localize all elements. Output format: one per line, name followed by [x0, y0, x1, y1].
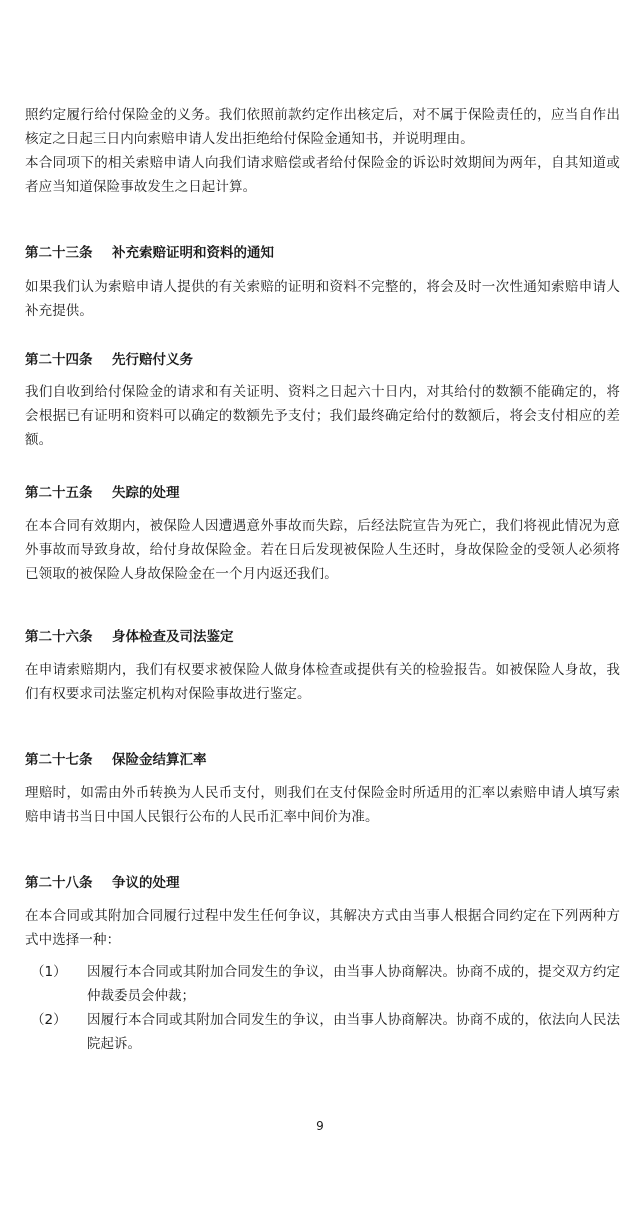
article-25-body: 在本合同有效期内，被保险人因遭遇意外事故而失踪，后经法院宣告为死亡，我们将视此情况为意外事故而导致身故，给付身故保险金。若在日后发现被保险人生还时，身故保险金的受领人必须将已领取的被保险人身故保险金在一个月内返还我们。	[25, 518, 620, 582]
article-23-number: 第二十三条	[25, 245, 93, 261]
article-28-body: 在本合同或其附加合同履行过程中发生任何争议，其解决方式由当事人根据合同约定在下列两种方式中选择一种：	[25, 908, 620, 948]
list-item-text: 因履行本合同或其附加合同发生的争议，由当事人协商解决。协商不成的，提交双方约定仲裁委员会仲裁；	[87, 964, 620, 1004]
article-27-body: 理赔时，如需由外币转换为人民币支付，则我们在支付保险金时所适用的汇率以索赔申请人填写索赔申请书当日中国人民银行公布的人民币汇率中间价为准。	[25, 785, 620, 825]
paragraph-limitation-period: 本合同项下的相关索赔申请人向我们请求赔偿或者给付保险金的诉讼时效期间为两年，自其知道或者应当知道保险事故发生之日起计算。	[25, 155, 620, 195]
article-25-heading	[25, 482, 620, 504]
list-item-text: 因履行本合同或其附加合同发生的争议，由当事人协商解决。协商不成的，依法向人民法院起诉。	[87, 1012, 620, 1052]
article-28-number: 第二十八条	[25, 875, 93, 891]
article-27-heading	[25, 749, 620, 771]
article-23-title: 补充索赔证明和资料的通知	[112, 245, 274, 261]
list-item-marker: （1）	[31, 964, 67, 980]
article-27-title: 保险金结算汇率	[112, 752, 207, 768]
article-24-title: 先行赔付义务	[112, 352, 193, 368]
article-27-number: 第二十七条	[25, 752, 93, 768]
article-26-number: 第二十六条	[25, 629, 93, 645]
page-number: 9	[316, 1119, 324, 1133]
list-item-marker: （2）	[31, 1012, 67, 1028]
article-26-heading	[25, 626, 620, 648]
article-26-body: 在申请索赔期内，我们有权要求被保险人做身体检查或提供有关的检验报告。如被保险人身故，我们有权要求司法鉴定机构对保险事故进行鉴定。	[25, 662, 620, 702]
paragraph-claim-determination: 照约定履行给付保险金的义务。我们依照前款约定作出核定后，对不属于保险责任的，应当自作出核定之日起三日内向索赔申请人发出拒绝给付保险金通知书，并说明理由。	[25, 107, 620, 147]
article-25-title: 失踪的处理	[112, 485, 180, 501]
article-23-body: 如果我们认为索赔申请人提供的有关索赔的证明和资料不完整的，将会及时一次性通知索赔申请人补充提供。	[25, 279, 620, 319]
article-24-number: 第二十四条	[25, 352, 93, 368]
article-24-heading	[25, 349, 620, 371]
article-28-heading	[25, 872, 620, 894]
article-25-number: 第二十五条	[25, 485, 93, 501]
article-23-heading	[25, 242, 620, 264]
article-26-title: 身体检查及司法鉴定	[112, 629, 234, 645]
article-28-title: 争议的处理	[112, 875, 180, 891]
article-24-body: 我们自收到给付保险金的请求和有关证明、资料之日起六十日内，对其给付的数额不能确定的，将会根据已有证明和资料可以确定的数额先予支付；我们最终确定给付的数额后，将会支付相应的差额。	[25, 384, 620, 448]
